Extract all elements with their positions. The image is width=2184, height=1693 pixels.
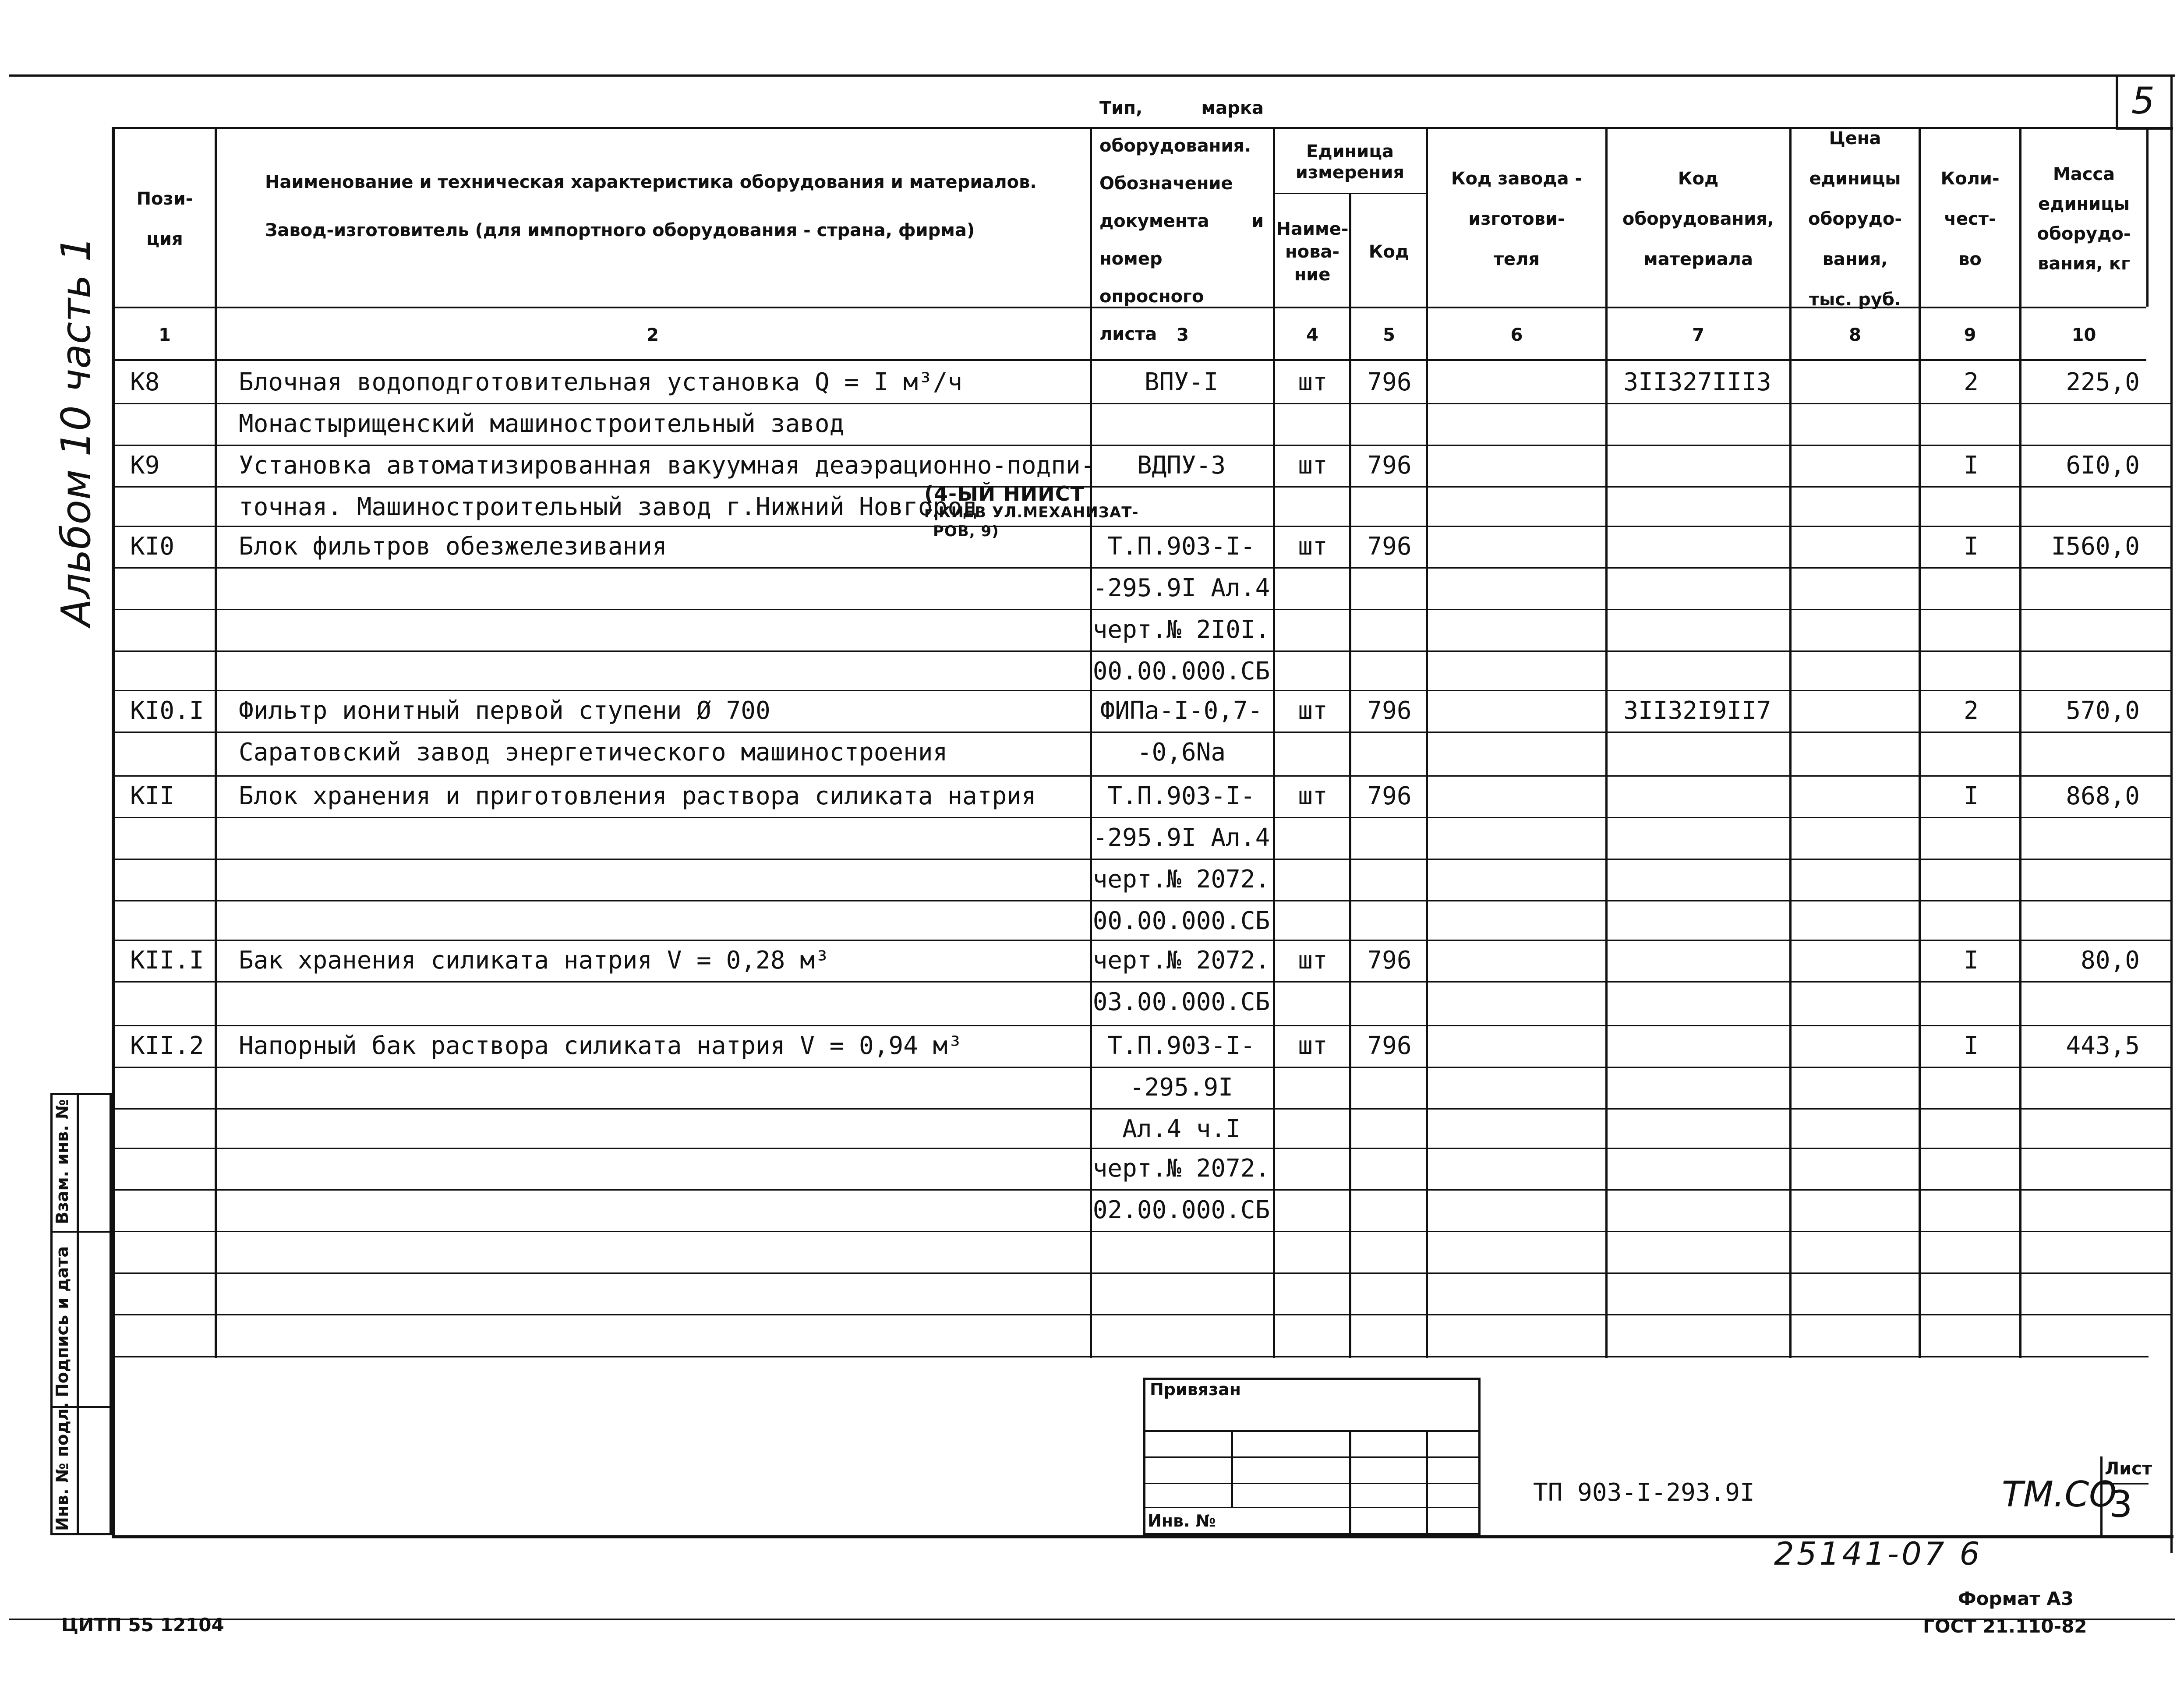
header-quantity: Коли-чест-во [1940,169,2000,269]
cell-quantity [1923,486,2019,528]
cell-name [219,567,1086,609]
cell-unit: шт [1298,532,1328,561]
header-unit-group: Единица измерения [1295,141,1405,183]
cell-mass [2021,1148,2140,1189]
header-unit-name: Наиме-нова-ние [1276,219,1349,285]
cell-position [115,650,216,692]
frame-top-line [9,74,2175,77]
cell-equipment-code [1608,817,1787,859]
cell-unit [1276,650,1350,692]
cell-unit-code [1352,1108,1427,1150]
cell-type: -295.9I Ал.4 [1092,574,1270,602]
cell-unit-code [1352,732,1427,773]
cell-name: Бак хранения силиката натрия V = 0,28 м³ [239,946,830,975]
cell-equipment-code [1608,775,1787,817]
cell-equipment-code: 3II327III3 [1623,368,1771,396]
cell-equipment-code [1608,732,1787,773]
cell-position [115,403,216,445]
album-note: Альбом 10 часть 1 [53,236,99,626]
colnum-6: 6 [1510,325,1523,345]
cell-position [115,817,216,859]
cell-type: 02.00.000.СБ [1092,1196,1270,1224]
row-line [112,1272,2170,1274]
cell-mass: 443,5 [2066,1032,2140,1060]
cell-position: К9 [130,451,160,480]
side-stamp-vzam-inv: Взам. инв. № [53,1099,72,1224]
cell-type: -295.9I Ал.4 [1092,824,1270,852]
cell-unit-code: 796 [1367,946,1412,975]
cell-mass [2021,817,2140,859]
cell-unit: шт [1298,368,1328,396]
cell-unit-code [1352,609,1427,650]
cell-unit: шт [1298,1032,1328,1060]
cell-equipment-code: 3II32I9II7 [1623,696,1771,725]
cell-name [219,650,1086,692]
cell-mass [2021,732,2140,773]
cell-mass: 570,0 [2066,696,2140,725]
side-stamp-divider [77,1093,79,1535]
cell-quantity: I [1964,451,1979,480]
cell-quantity [1923,859,2019,900]
cell-quantity [1923,403,2019,445]
cell-mass [2021,981,2140,1023]
cell-equipment-code [1608,486,1787,528]
cell-unit: шт [1298,782,1328,810]
cell-mass [2021,650,2140,692]
cell-quantity [1923,981,2019,1023]
cell-unit-code [1352,817,1427,859]
sheet-label: Лист [2105,1459,2152,1479]
cell-quantity [1923,817,2019,859]
cell-mass [2021,1108,2140,1150]
footer-left: ЦИТП 55 12104 [61,1614,224,1636]
title-line [1143,1430,1481,1432]
cell-mass [2021,567,2140,609]
cell-unit-code: 796 [1367,1032,1412,1060]
cell-unit [1276,609,1350,650]
cell-quantity: I [1964,532,1979,561]
cell-type: черт.№ 2072. [1092,865,1270,894]
handwritten-note-line3: РОВ, 9) [933,523,999,540]
colnum-8: 8 [1849,325,1861,345]
side-stamp-podpis-data: Подпись и дата [53,1246,72,1397]
cell-unit-code [1352,486,1427,528]
cell-unit-code [1352,859,1427,900]
cell-mass: 225,0 [2066,368,2140,396]
colnum-10: 10 [2071,325,2096,345]
cell-unit [1276,1108,1350,1150]
cell-type: 03.00.000.СБ [1092,988,1270,1016]
footer-line [9,1619,2175,1620]
cell-mass [2021,859,2140,900]
cell-unit: шт [1298,451,1328,480]
cell-position [115,486,216,528]
header-mass: Масса единицы оборудо-вания, кг [2037,164,2131,274]
cell-position [115,1108,216,1150]
row-line [112,1314,2170,1315]
cell-equipment-code [1608,1189,1787,1231]
cell-type: 00.00.000.СБ [1092,907,1270,935]
header-name-line2: Завод-изготовитель (для импортного оборудования - страна, фирма) [265,220,975,240]
cell-quantity: I [1964,946,1979,975]
cell-mass [2021,486,2140,528]
cell-unit-code: 796 [1367,451,1412,480]
cell-equipment-code [1608,1108,1787,1150]
cell-mass [2021,900,2140,942]
cell-name: точная. Машиностроительный завод г.Нижний Новгород [239,493,977,521]
cell-position [115,1067,216,1108]
footer-gost: ГОСТ 21.110-82 [1923,1615,2087,1637]
header-name-line1: Наименование и техническая характеристика оборудования и материалов. [265,172,1037,192]
cell-name [219,1189,1086,1231]
header-factory-code: Код завода - изготови-теля [1451,169,1583,269]
cell-unit [1276,486,1350,528]
col-divider [1273,127,1275,1358]
cell-quantity [1923,609,2019,650]
col-divider [2146,127,2149,307]
cell-name [219,609,1086,650]
cell-name [219,900,1086,942]
cell-unit-code [1352,567,1427,609]
colnum-2: 2 [647,325,659,345]
cell-unit-code: 796 [1367,696,1412,725]
cell-unit [1276,1189,1350,1231]
cell-unit [1276,900,1350,942]
doc-mark: ТМ.СО [2002,1474,2117,1515]
cell-equipment-code [1608,526,1787,567]
cell-equipment-code [1608,859,1787,900]
cell-position [115,981,216,1023]
cell-position [115,859,216,900]
cell-quantity [1923,1148,2019,1189]
cell-mass: 868,0 [2066,782,2140,810]
cell-name [219,859,1086,900]
colnum-3: 3 [1177,325,1189,345]
cell-mass [2021,1189,2140,1231]
cell-type: черт.№ 2I0I. [1092,615,1270,644]
title-line [1143,1507,1481,1508]
colnum-4: 4 [1306,325,1318,345]
cell-type: ВПУ-I [1144,368,1219,396]
cell-position [115,1189,216,1231]
sheet-number: 3 [2109,1483,2133,1526]
cell-equipment-code [1608,609,1787,650]
colnum-5: 5 [1383,325,1395,345]
cell-name: Саратовский завод энергетического машиностроения [239,738,948,767]
cell-quantity: 2 [1964,368,1979,396]
cell-type: -0,6Na [1137,738,1226,767]
cell-unit [1276,817,1350,859]
cell-unit [1276,981,1350,1023]
header-unit-code: Код [1368,242,1410,262]
cell-mass [2021,609,2140,650]
cell-name [219,1148,1086,1189]
cell-mass: I560,0 [2051,532,2140,561]
cell-position [115,567,216,609]
cell-position [115,609,216,650]
cell-unit-code [1352,1189,1427,1231]
table-bottom-line [112,1356,2149,1357]
cell-unit-code: 796 [1367,368,1412,396]
page-corner-number: 5 [2131,79,2155,122]
colnum-1: 1 [159,325,171,345]
cell-quantity [1923,567,2019,609]
title-divider [1426,1430,1428,1535]
doc-code: ТП 903-I-293.9I [1533,1478,1755,1507]
cell-type: Т.П.903-I- [1107,1032,1255,1060]
cell-unit [1276,567,1350,609]
cell-position: КI0.I [130,696,204,725]
cell-quantity [1923,1108,2019,1150]
cell-equipment-code [1608,1025,1787,1067]
cell-type: ФИПа-I-0,7- [1100,696,1263,725]
cell-position [115,732,216,773]
unit-group-line [1273,193,1426,194]
cell-position [115,1148,216,1189]
cell-name: Блок хранения и приготовления раствора силиката натрия [239,782,1036,810]
cell-position: КII [130,782,175,810]
handwritten-note-line2: г.КИЕВ УЛ.МЕХАНИЗАТ- [924,504,1139,521]
cell-unit-code [1352,650,1427,692]
header-equipment-code: Код оборудования, материала [1622,169,1774,269]
title-line [1143,1483,1481,1484]
colnum-7: 7 [1692,325,1704,345]
cell-type [1092,403,1271,445]
colnum-9: 9 [1964,325,1976,345]
cell-mass: 80,0 [2081,946,2140,975]
cell-name [219,1108,1086,1150]
cell-quantity [1923,900,2019,942]
row-line [112,1231,2170,1232]
cell-unit-code: 796 [1367,782,1412,810]
cell-quantity: I [1964,782,1979,810]
cell-name [219,817,1086,859]
cell-position: КI0 [130,532,175,561]
title-divider [1231,1430,1233,1507]
cell-name: Установка автоматизированная вакуумная деаэрационно-подпи- [239,451,1096,480]
cell-quantity: I [1964,1032,1979,1060]
cell-equipment-code [1608,981,1787,1023]
cell-position: К8 [130,368,160,396]
cell-position [115,900,216,942]
handwritten-number: 25141-07 6 [1774,1535,1983,1572]
cell-name: Напорный бак раствора силиката натрия V = 0,94 м³ [239,1032,963,1060]
cell-name: Монастырищенский машиностроительный завод [239,410,845,438]
cell-name [219,981,1086,1023]
cell-name [219,1067,1086,1108]
cell-type: 00.00.000.СБ [1092,657,1270,686]
cell-position: КII.I [130,946,204,975]
cell-unit [1276,1148,1350,1189]
header-position: Пози- ция [136,189,193,249]
handwritten-note-line1: (4-ЫЙ НИИСТ [924,482,1085,505]
header-price: Цена единицы оборудо-вания, тыс. руб. [1808,128,1902,310]
cell-equipment-code [1608,940,1787,981]
cell-unit [1276,1067,1350,1108]
privyazan-label: Привязан [1150,1380,1241,1399]
cell-equipment-code [1608,900,1787,942]
cell-unit: шт [1298,696,1328,725]
cell-type: Т.П.903-I- [1107,532,1255,561]
cell-quantity [1923,650,2019,692]
cell-type: Т.П.903-I- [1107,782,1255,810]
cell-equipment-code [1608,650,1787,692]
side-stamp-line [50,1231,112,1233]
cell-position: КII.2 [130,1032,204,1060]
cell-unit [1276,859,1350,900]
cell-type: ВДПУ-3 [1137,451,1226,480]
cell-quantity [1923,1067,2019,1108]
cell-equipment-code [1608,1148,1787,1189]
cell-name: Блочная водоподготовительная установка Q = I м³/ч [239,368,963,396]
cell-unit [1276,732,1350,773]
cell-equipment-code [1608,1067,1787,1108]
cell-mass: 6I0,0 [2066,451,2140,480]
cell-unit-code [1352,1148,1427,1189]
cell-quantity: 2 [1964,696,1979,725]
inv-no-label: Инв. № [1148,1511,1216,1530]
cell-equipment-code [1608,403,1787,445]
header-type: Тип, марка оборудования. Обозначение документа и номер опросного листа [1099,98,1264,344]
cell-unit-code [1352,403,1427,445]
side-stamp-inv-podl: Инв. № подл. [53,1402,72,1531]
cell-unit [1276,403,1350,445]
cell-equipment-code [1608,445,1787,486]
footer-format: Формат А3 [1958,1588,2074,1609]
cell-type: черт.№ 2072. [1092,946,1270,975]
cell-unit-code [1352,900,1427,942]
title-line [1143,1456,1481,1458]
cell-quantity [1923,1189,2019,1231]
cell-mass [2021,403,2140,445]
cell-name: Фильтр ионитный первой ступени Ø 700 [239,696,770,725]
cell-type: -295.9I [1129,1073,1233,1102]
title-divider [1349,1430,1351,1535]
cell-name: Блок фильтров обезжелезивания [239,532,667,561]
cell-unit-code [1352,981,1427,1023]
cell-equipment-code [1608,567,1787,609]
cell-type: Ал.4 ч.I [1122,1115,1240,1143]
cell-unit-code [1352,1067,1427,1108]
cell-unit: шт [1298,946,1328,975]
cell-unit-code: 796 [1367,532,1412,561]
cell-quantity [1923,732,2019,773]
cell-mass [2021,1067,2140,1108]
cell-type: черт.№ 2072. [1092,1154,1270,1183]
